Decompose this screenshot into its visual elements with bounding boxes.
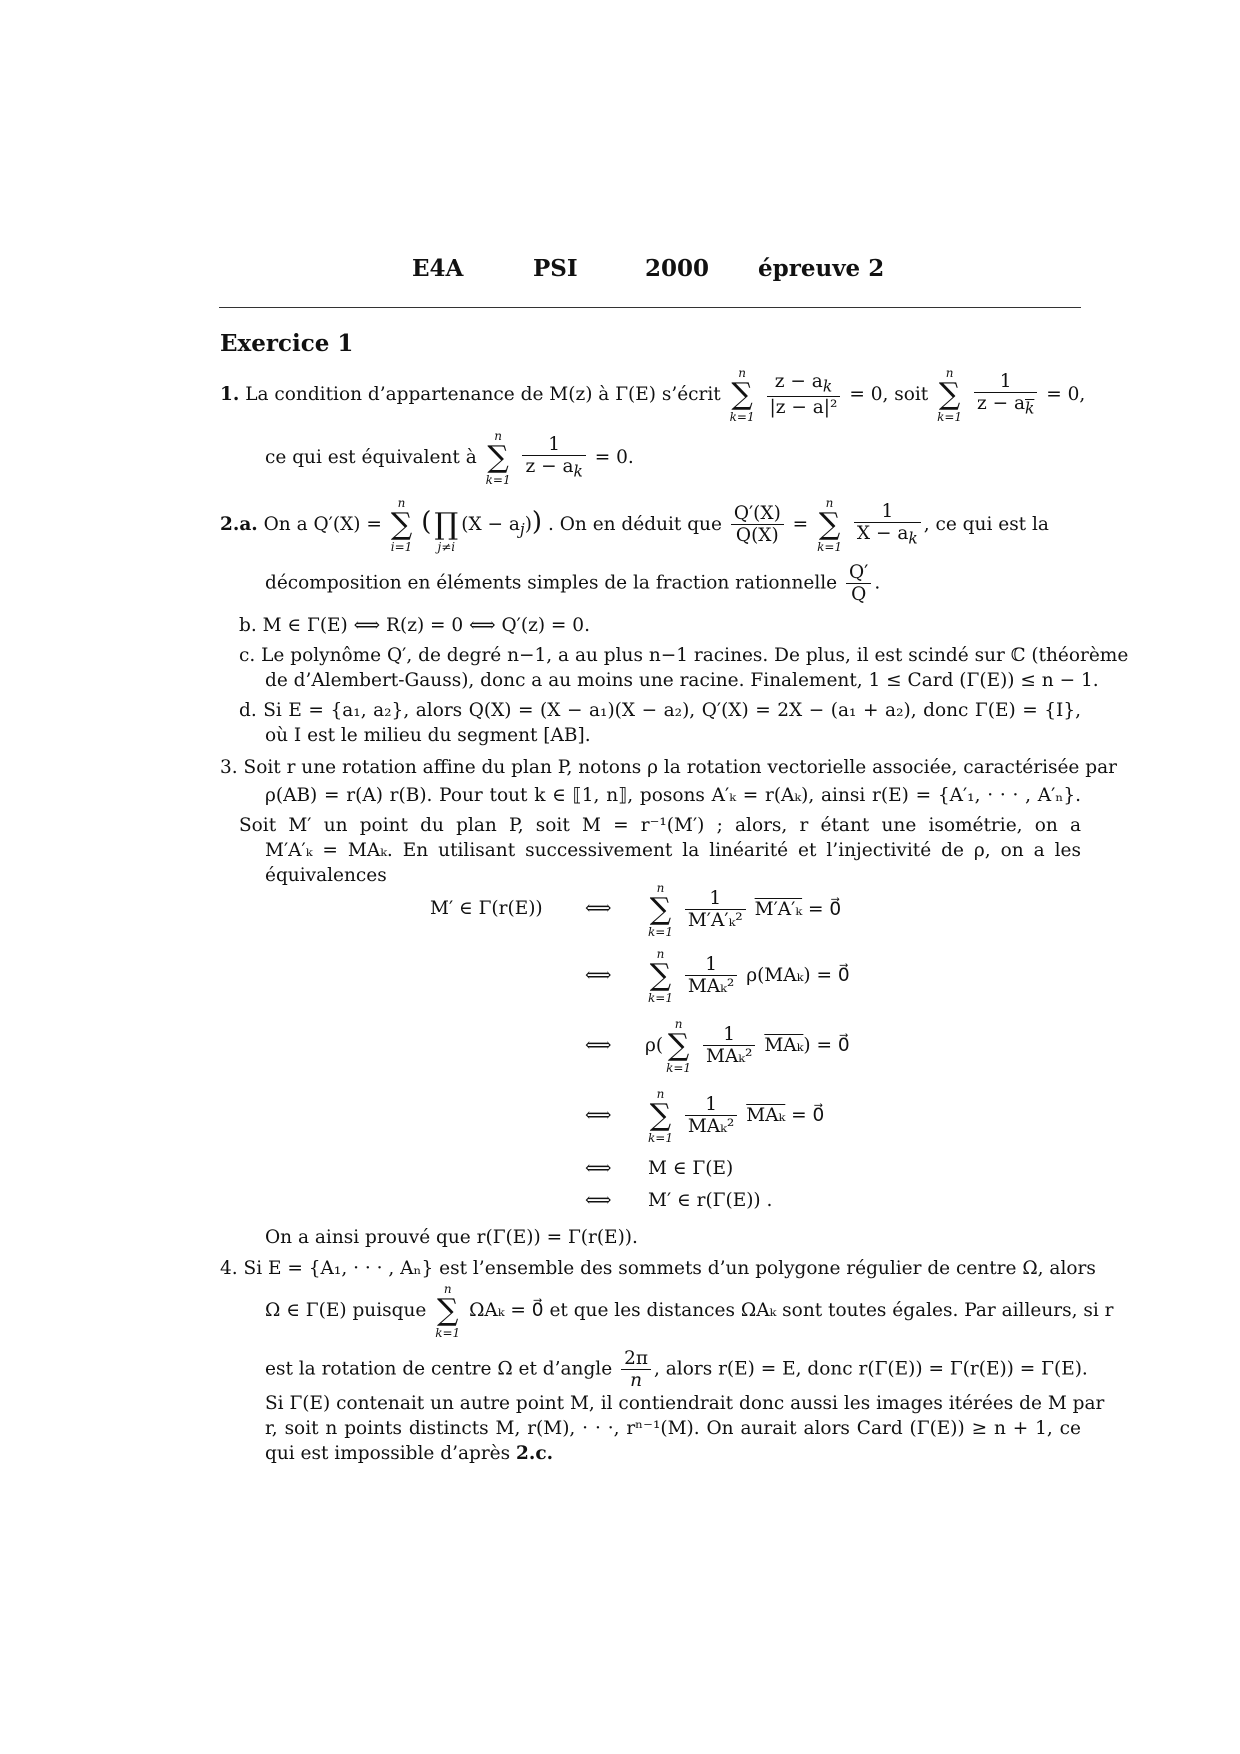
q1-line2-intro: ce qui est équivalent à bbox=[265, 446, 477, 468]
q2a-line2-fraction: $\frac{Q'}{Q}$ bbox=[846, 562, 871, 605]
q3-eq-6: M′ ∈ r(Γ(E)) . bbox=[648, 1190, 773, 1211]
q2a-line2: décomposition en éléments simples de la fraction rationnelle $\frac{Q'}{Q}$ . bbox=[265, 562, 881, 605]
q3-line3: Soit M′ un point du plan P, soit M = r⁻¹(M′) ; alors, r étant une isométrie, on a bbox=[239, 815, 1081, 836]
iff-2: ⟺ bbox=[585, 965, 612, 986]
header-year: 2000 bbox=[645, 255, 710, 282]
q1-fraction-2: $\frac{1}{z - a_k}$ bbox=[974, 371, 1037, 418]
q4-line5: r, soit n points distincts M, r(M), · · ·, rⁿ⁻¹(M). On aurait alors Card (Γ(E)) ≥ n + 1, ce bbox=[265, 1418, 1081, 1439]
q2a-intro: On a Q′(X) = bbox=[263, 513, 382, 535]
q4-line1: 4. Si E = {A₁, · · · , Aₙ} est l’ensemble des sommets d’un polygone régulier de centre Ω, alors bbox=[220, 1258, 1096, 1279]
q2c-line1: c. Le polynôme Q′, de degré n−1, a au plus n−1 racines. De plus, il est scindé sur ℂ (théorème bbox=[239, 645, 1129, 666]
q3-eq-2: n ∑ k=1 $\frac{1}{\text{MAₖ²}}$ ρ(MAₖ) = 0⃗ bbox=[648, 947, 850, 1005]
header-school: E4A bbox=[412, 255, 464, 282]
q2d-line1: d. Si E = {a₁, a₂}, alors Q(X) = (X − a₁)(X − a₂), Q′(X) = 2X − (a₁ + a₂), donc Γ(E) = {I}, bbox=[239, 700, 1081, 721]
q3-conclusion: On a ainsi prouvé que r(Γ(E)) = Γ(r(E)). bbox=[265, 1227, 638, 1248]
q2a-number: 2.a. bbox=[220, 513, 258, 535]
exercise-title: Exercice 1 bbox=[220, 330, 354, 357]
q2a-line1: 2.a. On a Q′(X) = n ∑ i=1 ( ∏ j≠i $(X - a_j)$) . On en déduit que $\frac{Q'(X)}{Q(X)}$ = n ∑ k=1 $\frac{1}{X - a_k}$ , ce qui est la bbox=[220, 496, 1049, 554]
q2a-end: , ce qui est la bbox=[923, 513, 1049, 535]
sum-symbol: n ∑ k=1 bbox=[937, 366, 963, 424]
q2d-line2: où I est le milieu du segment [AB]. bbox=[265, 725, 591, 746]
q4-line4: Si Γ(E) contenait un autre point M, il contiendrait donc aussi les images itérées de M par bbox=[265, 1393, 1105, 1414]
iff-3: ⟺ bbox=[585, 1035, 612, 1056]
q2a-mid: . On en déduit que bbox=[547, 513, 722, 535]
iff-4: ⟺ bbox=[585, 1105, 612, 1126]
sum-symbol: n ∑ k=1 bbox=[435, 1282, 461, 1340]
sum-symbol: n ∑ k=1 bbox=[485, 429, 511, 487]
q2a-fraction-2: $\frac{1}{X - a_k}$ bbox=[854, 501, 921, 548]
q3-eq-5: M ∈ Γ(E) bbox=[648, 1158, 734, 1179]
q1-fraction-3: $\frac{1}{z - a_k}$ bbox=[522, 434, 585, 481]
q4-line2: Ω ∈ Γ(E) puisque n ∑ k=1 ΩAₖ = 0⃗ et que les distances ΩAₖ sont toutes égales. Par ailleurs, si r bbox=[265, 1282, 1114, 1340]
q1-line2-end: = 0. bbox=[594, 446, 634, 468]
q1-line1 bbox=[220, 367, 1085, 423]
q2a-fraction: $\frac{Q'(X)}{Q(X)}$ bbox=[731, 503, 784, 546]
q1-line2 bbox=[265, 430, 634, 486]
sum-symbol: n ∑ k=1 bbox=[648, 1087, 673, 1145]
product-symbol: ∏ j≠i bbox=[434, 507, 459, 554]
q4-line6: qui est impossible d’après 2.c. bbox=[265, 1443, 554, 1464]
q1-intro: La condition d’appartenance de M(z) à Γ(E) s’écrit bbox=[245, 383, 721, 405]
header-exam: épreuve 2 bbox=[758, 255, 885, 282]
q1-mid: = 0, soit bbox=[849, 383, 929, 405]
iff-1: ⟺ bbox=[585, 898, 612, 919]
q1-number: 1. bbox=[220, 383, 240, 405]
header-track: PSI bbox=[533, 255, 578, 282]
q2c-line2: de d’Alembert-Gauss), donc a au moins une racine. Finalement, 1 ≤ Card (Γ(E)) ≤ n − 1. bbox=[265, 670, 1099, 691]
sum-symbol: n ∑ k=1 bbox=[648, 947, 673, 1005]
sum-symbol: n ∑ k=1 bbox=[666, 1017, 692, 1075]
iff-6: ⟺ bbox=[585, 1190, 612, 1211]
q1-fraction-1: $\frac{z - a_k}{\text{|z − a|²}}$ bbox=[767, 371, 841, 418]
q2a-product: (X − a bbox=[461, 513, 520, 535]
q3-eq-1: n ∑ k=1 $\frac{1}{\text{M′A′ₖ²}}$ M′A′ₖ = 0⃗ bbox=[648, 881, 842, 939]
q3-eq-4: n ∑ k=1 $\frac{1}{\text{MAₖ²}}$ $\overline{MA_k}$ = 0⃗ bbox=[648, 1087, 825, 1145]
sum-symbol: n ∑ k=1 bbox=[729, 366, 755, 424]
sum-symbol: n ∑ i=1 bbox=[390, 496, 413, 554]
header-rule bbox=[219, 307, 1081, 308]
q3-eq-lhs: M′ ∈ Γ(r(E)) bbox=[430, 898, 543, 919]
q3-eq-3: ρ( n ∑ k=1 $\frac{1}{\text{MAₖ²}}$ $\overline{MA_k}$) = 0⃗ bbox=[645, 1017, 850, 1075]
q4-line3: est la rotation de centre Ω et d’angle $\frac{2\pi}{n}$ , alors r(E) = E, donc r(Γ(E)) = Γ(r(E)) = Γ(E). bbox=[265, 1348, 1088, 1391]
iff-5: ⟺ bbox=[585, 1158, 612, 1179]
q3-line2: ρ(AB) = r(A) r(B). Pour tout k ∈ ⟦1, n⟧, posons A′ₖ = r(Aₖ), ainsi r(E) = {A′₁, · · · , A′ₙ}. bbox=[265, 785, 1081, 806]
q1-end: = 0, bbox=[1046, 383, 1086, 405]
q3-line4: M′A′ₖ = MAₖ. En utilisant successivement la linéarité et l’injectivité de ρ, on a les bbox=[265, 840, 1081, 861]
q3-line1: 3. Soit r une rotation affine du plan P, notons ρ la rotation vectorielle associée, caractérisée par bbox=[220, 757, 1117, 778]
q2b-line: b. M ∈ Γ(E) ⟺ R(z) = 0 ⟺ Q′(z) = 0. bbox=[239, 615, 590, 636]
sum-symbol: n ∑ k=1 bbox=[648, 881, 673, 939]
sum-symbol: n ∑ k=1 bbox=[817, 496, 843, 554]
q2a-line2-text: décomposition en éléments simples de la fraction rationnelle bbox=[265, 572, 838, 594]
q3-line5: équivalences bbox=[265, 865, 387, 886]
